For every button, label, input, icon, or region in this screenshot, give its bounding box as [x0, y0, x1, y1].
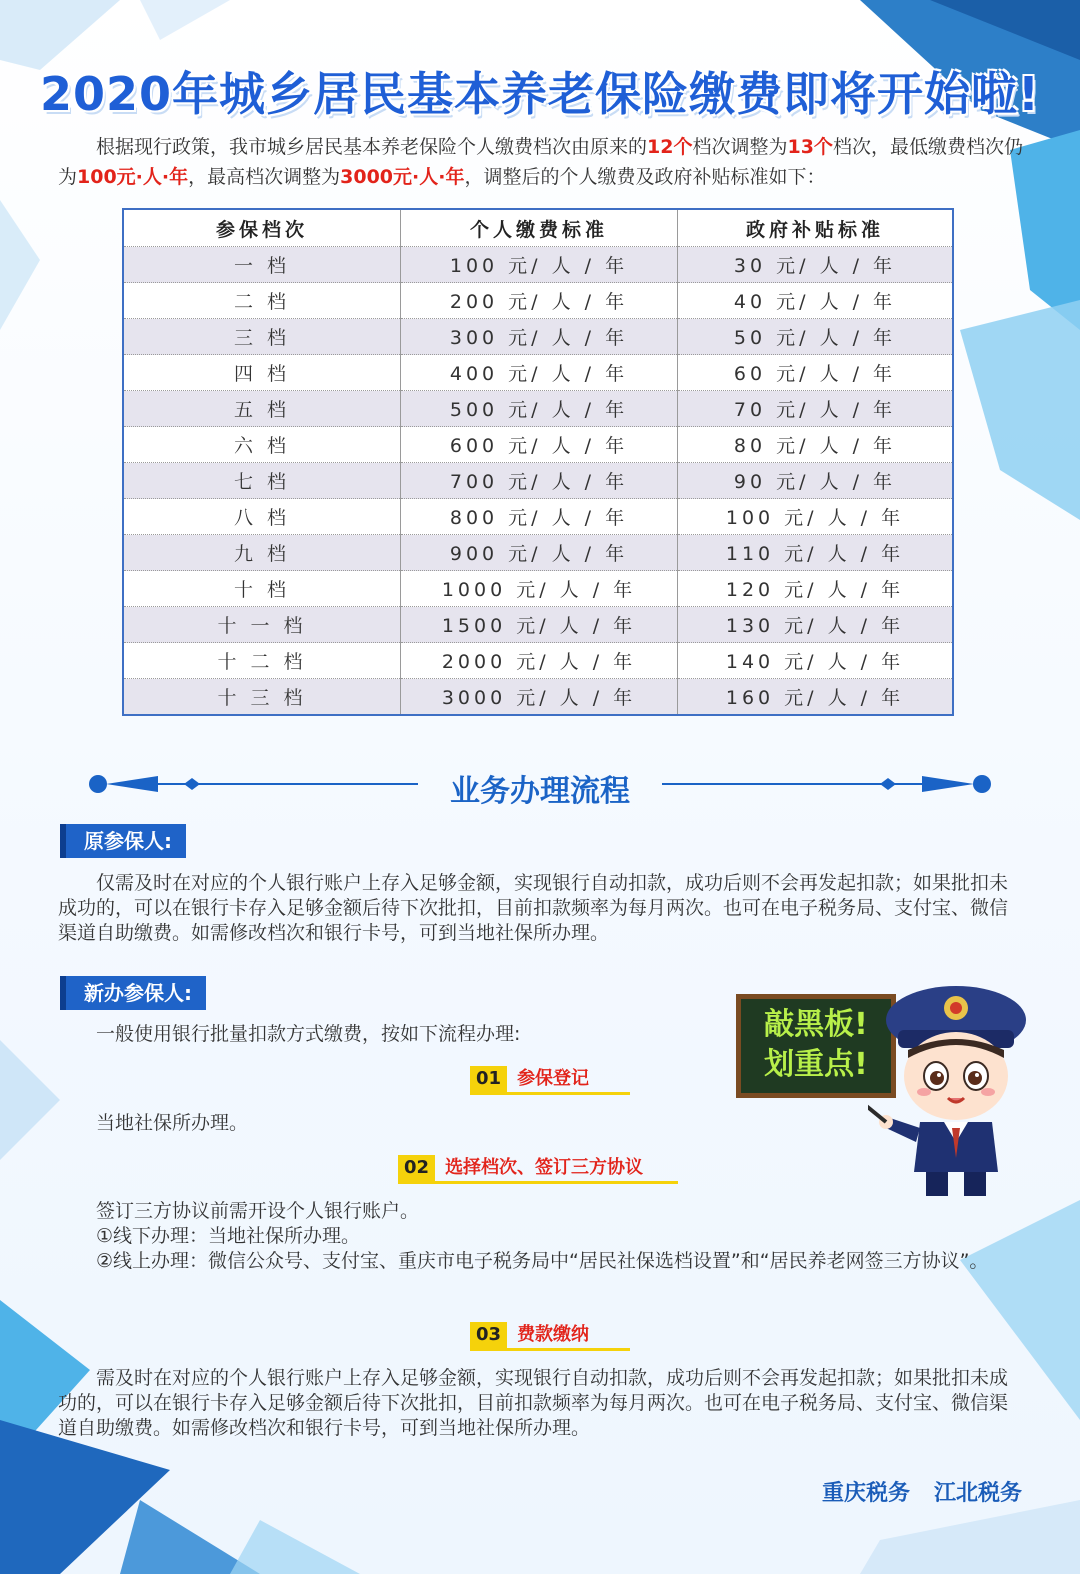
- cell-fee: 300 元/ 人 / 年: [401, 319, 678, 355]
- table-row: [123, 499, 953, 535]
- cell-subsidy: 70 元/ 人 / 年: [678, 391, 954, 427]
- process-section-title: 业务办理流程: [450, 774, 630, 809]
- step-02-line: 签订三方协议前需开设个人银行账户。: [96, 1200, 420, 1222]
- footer-org-chongqing-tax: 重庆税务: [821, 1481, 910, 1506]
- blackboard-line-2: 划重点!: [764, 1047, 868, 1082]
- cell-level: 五 档: [123, 391, 401, 427]
- cell-subsidy: 50 元/ 人 / 年: [678, 319, 954, 355]
- step-title: 选择档次、签订三方协议: [445, 1157, 644, 1178]
- cell-level: 二 档: [123, 283, 401, 319]
- step-01-text: 当地社保所办理。: [96, 1112, 249, 1134]
- table-row: [123, 283, 953, 319]
- step-02-line: ①线下办理：当地社保所办理。: [96, 1225, 361, 1247]
- cell-fee: 1500 元/ 人 / 年: [401, 607, 678, 643]
- cell-level: 十 二 档: [123, 643, 401, 679]
- intro-text-5: ，调整后的个人缴费及政府补贴标准如下：: [464, 166, 826, 188]
- cell-fee: 3000 元/ 人 / 年: [401, 679, 678, 716]
- step-02-text: [58, 1199, 1024, 1274]
- cell-subsidy: 100 元/ 人 / 年: [678, 499, 954, 535]
- tax-officer-mascot-illustration: [868, 972, 1028, 1202]
- cell-fee: 500 元/ 人 / 年: [401, 391, 678, 427]
- intro-highlight-new-levels: 13个: [787, 136, 833, 158]
- cell-fee: 100 元/ 人 / 年: [401, 247, 678, 283]
- cell-fee: 2000 元/ 人 / 年: [401, 643, 678, 679]
- cell-level: 十 一 档: [123, 607, 401, 643]
- table-row: [123, 355, 953, 391]
- step-title: 费款缴纳: [517, 1324, 590, 1345]
- original-insured-text: 仅需及时在对应的个人银行账户上存入足够金额，实现银行自动扣款，成功后则不会再发起扣款；如果批扣未成功的，可以在银行卡存入足够金额后待下次批扣，目前扣款频率为每月两次。也可在电子税务局、支付宝、微信渠道自助缴费。如需修改档次和银行卡号，可到当地社保所办理。: [58, 872, 1009, 944]
- cell-level: 三 档: [123, 319, 401, 355]
- cell-subsidy: 90 元/ 人 / 年: [678, 463, 954, 499]
- cell-level: 一 档: [123, 247, 401, 283]
- footer-orgs: [798, 1476, 1022, 1507]
- table-row: [123, 247, 953, 283]
- intro-highlight-max: 3000元·人·年: [340, 166, 465, 188]
- cell-subsidy: 130 元/ 人 / 年: [678, 607, 954, 643]
- original-insured-label: 原参保人:: [60, 824, 186, 858]
- intro-text-4: ，最高档次调整为: [188, 166, 341, 188]
- cell-subsidy: 140 元/ 人 / 年: [678, 643, 954, 679]
- step-number: 01: [470, 1066, 507, 1092]
- step-title: 参保登记: [517, 1068, 590, 1089]
- intro-text-2: 档次调整为: [692, 136, 788, 158]
- cell-fee: 400 元/ 人 / 年: [401, 355, 678, 391]
- step-03-heading: [470, 1320, 630, 1351]
- cell-subsidy: 160 元/ 人 / 年: [678, 679, 954, 716]
- intro-highlight-old-levels: 12个: [647, 136, 693, 158]
- cell-subsidy: 60 元/ 人 / 年: [678, 355, 954, 391]
- intro-highlight-min: 100元·人·年: [77, 166, 189, 188]
- step-number: 03: [470, 1322, 507, 1348]
- cell-subsidy: 40 元/ 人 / 年: [678, 283, 954, 319]
- header-personal-fee: 个人缴费标准: [401, 209, 678, 247]
- table-row: [123, 535, 953, 571]
- cell-fee: 200 元/ 人 / 年: [401, 283, 678, 319]
- intro-paragraph: [58, 132, 1024, 192]
- cell-level: 十 档: [123, 571, 401, 607]
- step-02-heading: [398, 1153, 678, 1184]
- intro-text-1: 根据现行政策，我市城乡居民基本养老保险个人缴费档次由原来的: [96, 136, 648, 158]
- header-level: 参保档次: [123, 209, 401, 247]
- footer-org-jiangbei-tax: 江北税务: [933, 1481, 1022, 1506]
- cell-fee: 700 元/ 人 / 年: [401, 463, 678, 499]
- fee-table: [122, 208, 954, 716]
- table-row: [123, 319, 953, 355]
- table-row: [123, 679, 953, 716]
- new-insured-intro: 一般使用银行批量扣款方式缴费，按如下流程办理:: [96, 1023, 521, 1045]
- cell-subsidy: 30 元/ 人 / 年: [678, 247, 954, 283]
- cell-fee: 600 元/ 人 / 年: [401, 427, 678, 463]
- cell-fee: 1000 元/ 人 / 年: [401, 571, 678, 607]
- cell-fee: 800 元/ 人 / 年: [401, 499, 678, 535]
- cell-level: 七 档: [123, 463, 401, 499]
- table-row: [123, 427, 953, 463]
- table-row: [123, 391, 953, 427]
- fee-table-header: [123, 209, 953, 247]
- cell-subsidy: 80 元/ 人 / 年: [678, 427, 954, 463]
- table-row: [123, 607, 953, 643]
- table-row: [123, 643, 953, 679]
- step-02-line: ②线上办理：微信公众号、支付宝、重庆市电子税务局中“居民社保选档设置”和“居民养老网签三方协议”。: [96, 1250, 989, 1272]
- intro-text-3: 档次，最低缴费档次仍为: [58, 136, 1023, 188]
- cell-level: 八 档: [123, 499, 401, 535]
- page-title: 2020年城乡居民基本养老保险缴费即将开始啦!: [39, 67, 1040, 121]
- table-row: [123, 463, 953, 499]
- header-subsidy: 政府补贴标准: [678, 209, 954, 247]
- cell-subsidy: 120 元/ 人 / 年: [678, 571, 954, 607]
- cell-subsidy: 110 元/ 人 / 年: [678, 535, 954, 571]
- step-01-heading: [470, 1064, 630, 1095]
- new-insured-label: 新办参保人:: [60, 976, 206, 1010]
- cell-level: 九 档: [123, 535, 401, 571]
- blackboard-line-1: 敲黑板!: [764, 1007, 868, 1042]
- cell-level: 四 档: [123, 355, 401, 391]
- cell-level: 六 档: [123, 427, 401, 463]
- cell-level: 十 三 档: [123, 679, 401, 716]
- step-number: 02: [398, 1155, 435, 1181]
- cell-fee: 900 元/ 人 / 年: [401, 535, 678, 571]
- table-row: [123, 571, 953, 607]
- step-03-text: 需及时在对应的个人银行账户上存入足够金额，实现银行自动扣款，成功后则不会再发起扣款；如果批扣未成功的，可以在银行卡存入足够金额后待下次批扣，目前扣款频率为每月两次。也可在电子税务局、支付宝、微信渠道自助缴费。如需修改档次和银行卡号，可到当地社保所办理。: [58, 1367, 1009, 1439]
